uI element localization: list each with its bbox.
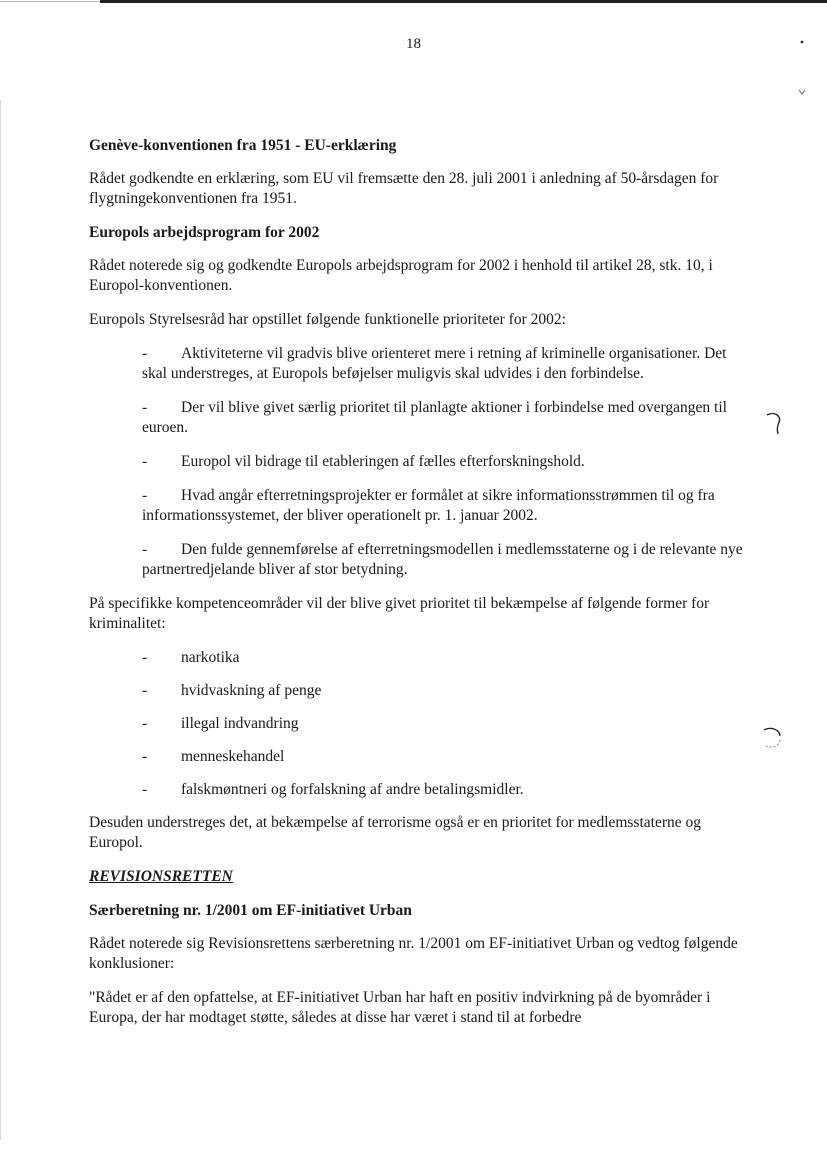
list-item-crime: - narkotika xyxy=(142,649,240,666)
section-heading-europol: Europols arbejdsprogram for 2002 xyxy=(89,224,320,241)
section-heading-urban-report: Særberetning nr. 1/2001 om EF-initiativet Urban xyxy=(89,902,412,919)
bullet-dash: - xyxy=(142,487,148,504)
paragraph-europol-priorities-intro: Europols Styrelsesråd har opstillet følgende funktionelle prioriteter for 2002: xyxy=(89,311,566,328)
section-title-revisionsretten: REVISIONSRETTEN xyxy=(89,868,233,885)
list-item-crime: - falskmøntneri og forfalskning af andre betalingsmidler. xyxy=(142,781,524,798)
paragraph-crime-areas-intro: På specifikke kompetenceområder vil der blive givet prioritet til bekæmpelse af følgende former for kriminalitet: xyxy=(89,595,710,632)
scan-top-rule xyxy=(100,0,827,3)
paragraph-terrorism-priority: Desuden understreges det, at bekæmpelse af terrorisme også er en prioritet for medlemsstaterne og Europol. xyxy=(89,814,702,851)
bullet-dash: - xyxy=(142,399,148,416)
bullet-dash: - xyxy=(142,541,148,558)
bullet-dash: - xyxy=(142,649,148,666)
scan-top-edge-faint xyxy=(0,1,100,2)
list-item-crime: - menneskehandel xyxy=(142,748,285,765)
bullet-dash: - xyxy=(142,682,148,699)
punch-hole-mark-upper xyxy=(764,410,786,436)
paragraph-urban-conclusions: "Rådet er af den opfattelse, at EF-initiativet Urban har haft en positiv indvirkning på de byområder i Europa, der har modtaget støtte, således at disse har været i stand til at forbedre xyxy=(89,989,711,1026)
paragraph-urban-report: Rådet noterede sig Revisionsrettens særberetning nr. 1/2001 om EF-initiativet Urban og vedtog følgende konklusioner: xyxy=(89,935,738,972)
list-item-crime: - illegal indvandring xyxy=(142,715,299,732)
list-item-priority: - Hvad angår efterretningsprojekter er formålet at sikre informationsstrømmen til og fra informationssystemet, der bliver operationelt pr. 1. januar 2002. xyxy=(142,487,715,524)
paragraph-geneve-declaration: Rådet godkendte en erklæring, som EU vil fremsætte den 28. juli 2001 i anledning af 50-årsdagen for flygtningekonventionen fra 1951. xyxy=(89,170,719,207)
page-number: 18 xyxy=(406,36,421,52)
list-item-priority: - Aktiviteterne vil gradvis blive orienteret mere i retning af kriminelle organisationer. Det skal understreges, at Europols beføjelser muligvis skal udvides i den forbindelse. xyxy=(142,345,727,382)
list-item-crime: - hvidvaskning af penge xyxy=(142,682,322,699)
paragraph-europol-programme: Rådet noterede sig og godkendte Europols arbejdsprogram for 2002 i henhold til artikel 28, stk. 10, i Europol-konventionen. xyxy=(89,257,713,294)
list-item-priority: - Der vil blive givet særlig prioritet til planlagte aktioner i forbindelse med overgangen til euroen. xyxy=(142,399,727,436)
document-body xyxy=(89,136,749,1042)
bullet-dash: - xyxy=(142,453,148,470)
bullet-dash: - xyxy=(142,345,148,362)
bullet-dash: - xyxy=(142,715,148,732)
scan-left-edge xyxy=(0,100,1,1140)
list-item-priority: - Europol vil bidrage til etableringen af fælles efterforskningshold. xyxy=(142,453,585,470)
bullet-dash: - xyxy=(142,748,148,765)
punch-hole-mark-lower xyxy=(760,724,786,752)
list-item-priority: - Den fulde gennemførelse af efterretningsmodellen i medlemsstaterne og i de relevante nye partnertredjelande bliver af stor betydning. xyxy=(142,541,743,578)
scan-speck-marks xyxy=(798,36,806,98)
section-heading-geneve: Genève-konventionen fra 1951 - EU-erklæring xyxy=(89,137,397,154)
bullet-dash: - xyxy=(142,781,148,798)
